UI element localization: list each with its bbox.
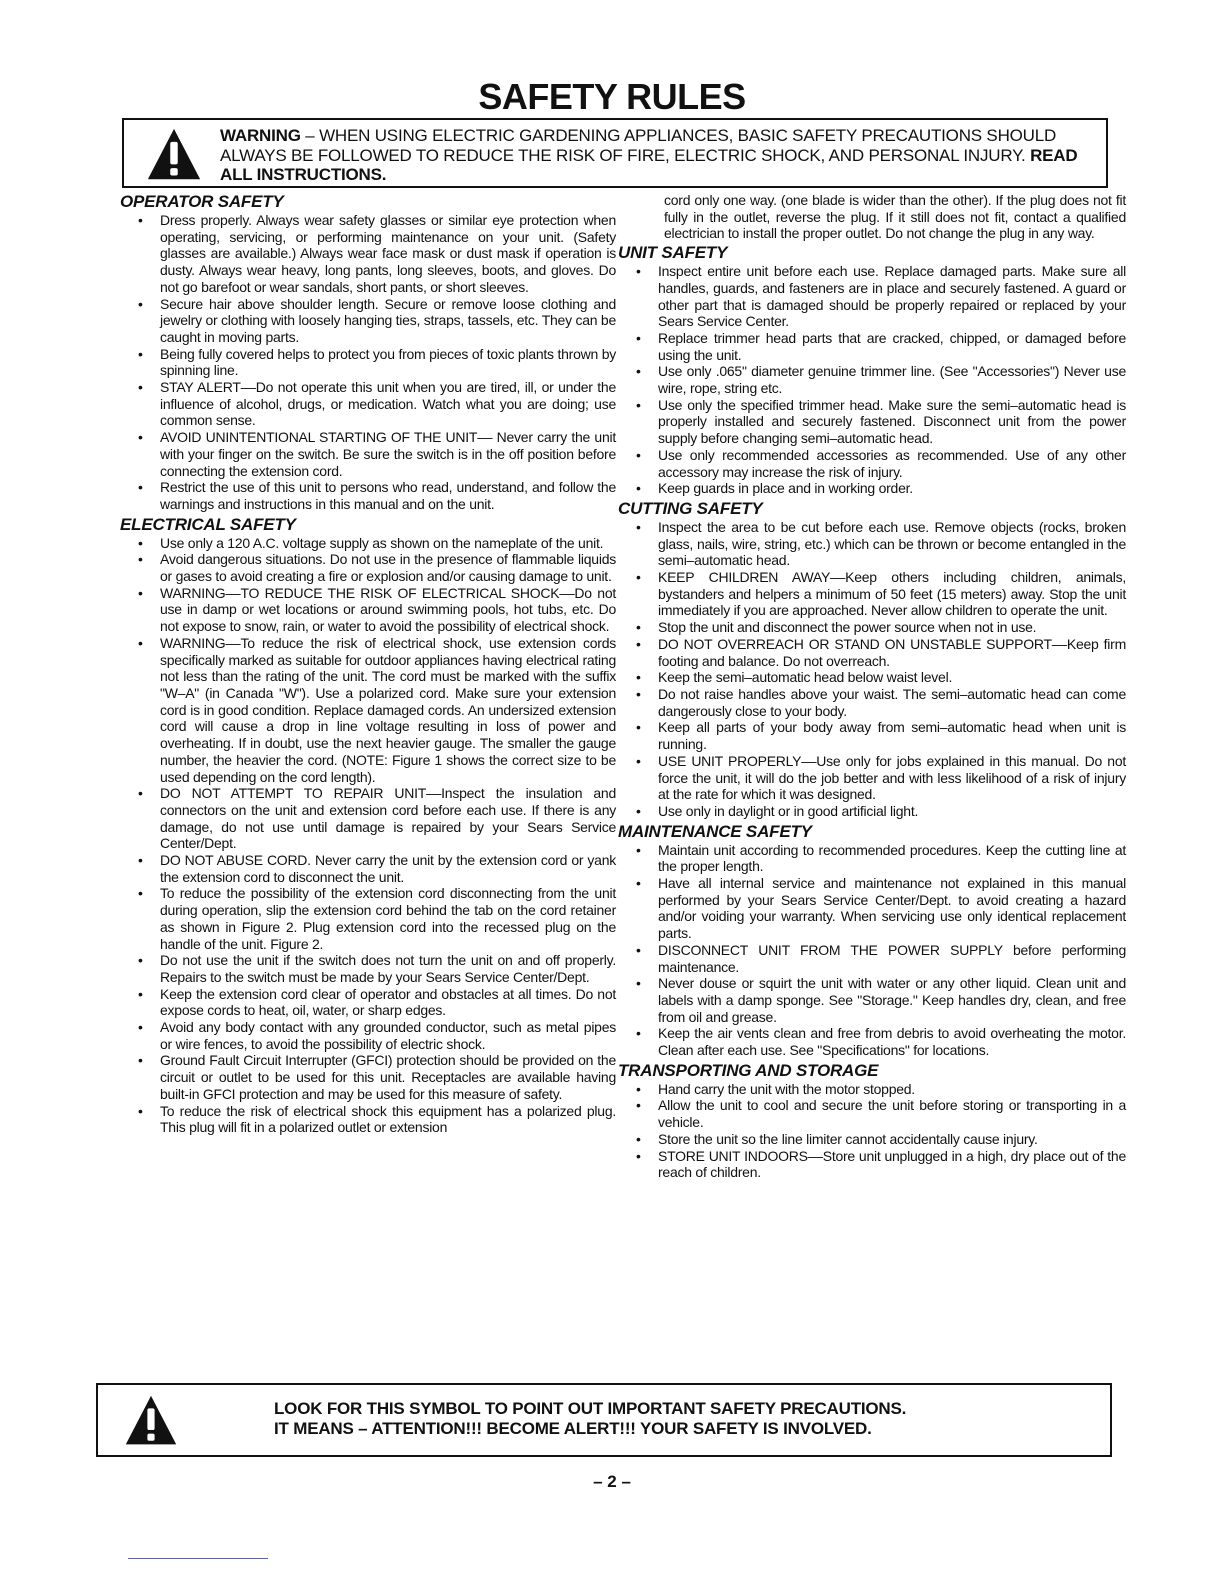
- warning-lead: WARNING: [220, 126, 301, 145]
- transporting-storage-list: [618, 1081, 1126, 1181]
- list-item: • Ground Fault Circuit Interrupter (GFCI) protection should be provided on the circuit or outlet to be used for this unit. Receptacles are available having built-in GFCI protection and may be used for this measure of safety.: [120, 1052, 616, 1102]
- cutting-safety-list: [618, 519, 1126, 820]
- warning-box: [122, 118, 1108, 188]
- list-item: • Use only in daylight or in good artificial light.: [618, 803, 1126, 820]
- list-item: • DO NOT ATTEMPT TO REPAIR UNIT––Inspect the insulation and connectors on the unit and extension cord before each use. If there is any damage, do not use until damage is repaired by your Sears Service Center/Dept.: [120, 785, 616, 852]
- list-item: • AVOID UNINTENTIONAL STARTING OF THE UNIT–– Never carry the unit with your finger on the switch. Be sure the switch is in the off position before connecting the extension cord.: [120, 429, 616, 479]
- maintenance-safety-heading: MAINTENANCE SAFETY: [618, 821, 812, 841]
- list-item: • Keep the air vents clean and free from debris to avoid overheating the motor. Clean after each use. See "Specifications" for locations.: [618, 1025, 1126, 1058]
- continued-text: cord only one way. (one blade is wider than the other). If the plug does not fit fully in the outlet, reverse the plug. If it still does not fit, contact a qualified electrician to install the proper outlet. Do not change the plug in any way.: [664, 192, 1126, 242]
- list-item: • Restrict the use of this unit to persons who read, understand, and follow the warnings and instructions in this manual and on the unit.: [120, 479, 616, 512]
- list-item: • Store the unit so the line limiter cannot accidentally cause injury.: [618, 1131, 1126, 1148]
- unit-safety-list: [618, 263, 1126, 497]
- list-item: • Inspect entire unit before each use. Replace damaged parts. Make sure all handles, guards, and fasteners are in place and securely fastened. A guard or other part that is damaged should be properly repaired or replaced by your Sears Service Center.: [618, 263, 1126, 330]
- safety-symbol-line-2: IT MEANS – ATTENTION!!! BECOME ALERT!!! YOUR SAFETY IS INVOLVED.: [274, 1419, 872, 1438]
- safety-symbol-notice: [96, 1383, 1112, 1457]
- list-item: • Avoid any body contact with any grounded conductor, such as metal pipes or wire fences, to avoid the possibility of electric shock.: [120, 1019, 616, 1052]
- list-item: • WARNING––To reduce the risk of electrical shock, use extension cords specifically marked as suitable for outdoor appliances having electrical rating not less than the rating of the unit. The cord must be marked with the suffix "W–A" (in Canada "W"). Use a polarized cord. Make sure your extension cord is in good condition. Replace damaged cords. An undersized extension cord will cause a drop in line voltage resulting in loss of power and overheating. If in doubt, use the next heavier gauge. The smaller the gauge number, the heavier the cord. (NOTE: Figure 1 shows the correct size to be used depending on the cord length).: [120, 635, 616, 785]
- list-item: • Maintain unit according to recommended procedures. Keep the cutting line at the proper length.: [618, 842, 1126, 875]
- warning-triangle-icon: [124, 1393, 178, 1449]
- list-item: • Replace trimmer head parts that are cracked, chipped, or damaged before using the unit.: [618, 330, 1126, 363]
- warning-text: [220, 126, 1100, 185]
- list-item: • Have all internal service and maintenance not explained in this manual performed by your Sears Service Center/Dept. to avoid creating a hazard and/or voiding your warranty. When servicing use only identical replacement parts.: [618, 875, 1126, 942]
- list-item: • Use only a 120 A.C. voltage supply as shown on the nameplate of the unit.: [120, 535, 616, 552]
- list-item: • DISCONNECT UNIT FROM THE POWER SUPPLY before performing maintenance.: [618, 942, 1126, 975]
- warning-emphasis: READ ALL INSTRUCTIONS.: [220, 145, 1078, 184]
- list-item: • Allow the unit to cool and secure the unit before storing or transporting in a vehicle.: [618, 1097, 1126, 1130]
- warning-body: – WHEN USING ELECTRIC GARDENING APPLIANCES, BASIC SAFETY PRECAUTIONS SHOULD ALWAYS BE FOLLOWED TO REDUCE THE RISK OF FIRE, ELECTRIC SHOCK, AND PERSONAL INJURY.: [220, 126, 1057, 165]
- warning-triangle-icon: [146, 126, 202, 184]
- right-column: [618, 192, 1126, 1183]
- operator-safety-heading: OPERATOR SAFETY: [120, 192, 284, 211]
- electrical-safety-heading: ELECTRICAL SAFETY: [120, 514, 296, 534]
- transporting-storage-heading: TRANSPORTING AND STORAGE: [618, 1060, 879, 1080]
- list-item: • Use only .065" diameter genuine trimmer line. (See "Accessories") Never use wire, rope, string etc.: [618, 363, 1126, 396]
- list-item: • DO NOT ABUSE CORD. Never carry the unit by the extension cord or yank the extension cord to disconnect the unit.: [120, 852, 616, 885]
- list-item: • Use only the specified trimmer head. Make sure the semi–automatic head is properly installed and securely fastened. Disconnect unit from the power supply before changing semi–automatic head.: [618, 397, 1126, 447]
- list-item: • Keep all parts of your body away from semi–automatic head when unit is running.: [618, 719, 1126, 752]
- list-item: • Hand carry the unit with the motor stopped.: [618, 1081, 1126, 1098]
- list-item: • KEEP CHILDREN AWAY––Keep others including children, animals, bystanders and helpers a minimum of 50 feet (15 meters) away. Stop the unit immediately if you are approached. Never allow children to operate the unit.: [618, 569, 1126, 619]
- list-item: • Stop the unit and disconnect the power source when not in use.: [618, 619, 1126, 636]
- list-item: • Never douse or squirt the unit with water or any other liquid. Clean unit and labels with a damp sponge. See "Storage." Keep handles dry, clean, and free from oil and grease.: [618, 975, 1126, 1025]
- list-item: • Use only recommended accessories as recommended. Use of any other accessory may increase the risk of injury.: [618, 447, 1126, 480]
- list-item: • Do not raise handles above your waist. The semi–automatic head can come dangerously close to your body.: [618, 686, 1126, 719]
- scan-artifact-line: [128, 1558, 268, 1559]
- list-item: • STAY ALERT––Do not operate this unit when you are tired, ill, or under the influence of alcohol, drugs, or medication. Watch what you are doing; use common sense.: [120, 379, 616, 429]
- electrical-safety-list: [120, 535, 616, 1136]
- cutting-safety-heading: CUTTING SAFETY: [618, 498, 763, 518]
- page-title: SAFETY RULES: [478, 76, 746, 117]
- list-item: • Avoid dangerous situations. Do not use in the presence of flammable liquids or gases to avoid creating a fire or explosion and/or causing damage to unit.: [120, 551, 616, 584]
- list-item: • Keep the semi–automatic head below waist level.: [618, 669, 1126, 686]
- list-item: • Being fully covered helps to protect you from pieces of toxic plants thrown by spinning line.: [120, 346, 616, 379]
- safety-symbol-text: [274, 1399, 1074, 1439]
- left-column: [120, 192, 616, 1138]
- list-item: • USE UNIT PROPERLY––Use only for jobs explained in this manual. Do not force the unit, it will do the job better and with less likelihood of a risk of injury at the rate for which it was designed.: [618, 753, 1126, 803]
- list-item: • Secure hair above shoulder length. Secure or remove loose clothing and jewelry or clothing with loosely hanging ties, straps, tassels, etc. They can be caught in moving parts.: [120, 296, 616, 346]
- list-item: • Do not use the unit if the switch does not turn the unit on and off properly. Repairs to the switch must be made by your Sears Service Center/Dept.: [120, 952, 616, 985]
- page-number: – 2 –: [593, 1472, 631, 1491]
- list-item: • To reduce the possibility of the extension cord disconnecting from the unit during operation, slip the extension cord behind the tab on the cord retainer as shown in Figure 2. Plug extension cord into the recessed plug on the handle of the unit. Figure 2.: [120, 885, 616, 952]
- unit-safety-heading: UNIT SAFETY: [618, 243, 728, 263]
- safety-symbol-line-1: LOOK FOR THIS SYMBOL TO POINT OUT IMPORTANT SAFETY PRECAUTIONS.: [274, 1399, 907, 1418]
- list-item: • To reduce the risk of electrical shock this equipment has a polarized plug. This plug will fit in a polarized outlet or extension: [120, 1103, 616, 1136]
- list-item: • STORE UNIT INDOORS––Store unit unplugged in a high, dry place out of the reach of children.: [618, 1148, 1126, 1181]
- operator-safety-list: [120, 212, 616, 513]
- list-item: • WARNING––TO REDUCE THE RISK OF ELECTRICAL SHOCK––Do not use in damp or wet locations or around swimming pools, hot tubs, etc. Do not expose to snow, rain, or water to avoid the possibility of electrical shock.: [120, 585, 616, 635]
- list-item: • Dress properly. Always wear safety glasses or similar eye protection when operating, servicing, or performing maintenance on your unit. (Safety glasses are available.) Always wear face mask or dust mask if operation is dusty. Always wear heavy, long pants, long sleeves, boots, and gloves. Do not go barefoot or wear sandals, short pants, or short sleeves.: [120, 212, 616, 296]
- list-item: • Keep the extension cord clear of operator and obstacles at all times. Do not expose cords to heat, oil, water, or sharp edges.: [120, 986, 616, 1019]
- list-item: • DO NOT OVERREACH OR STAND ON UNSTABLE SUPPORT––Keep firm footing and balance. Do not overreach.: [618, 636, 1126, 669]
- list-item: • Keep guards in place and in working order.: [618, 480, 1126, 497]
- maintenance-safety-list: [618, 842, 1126, 1059]
- list-item: • Inspect the area to be cut before each use. Remove objects (rocks, broken glass, nails, wire, string, etc.) which can be thrown or become entangled in the semi–automatic head.: [618, 519, 1126, 569]
